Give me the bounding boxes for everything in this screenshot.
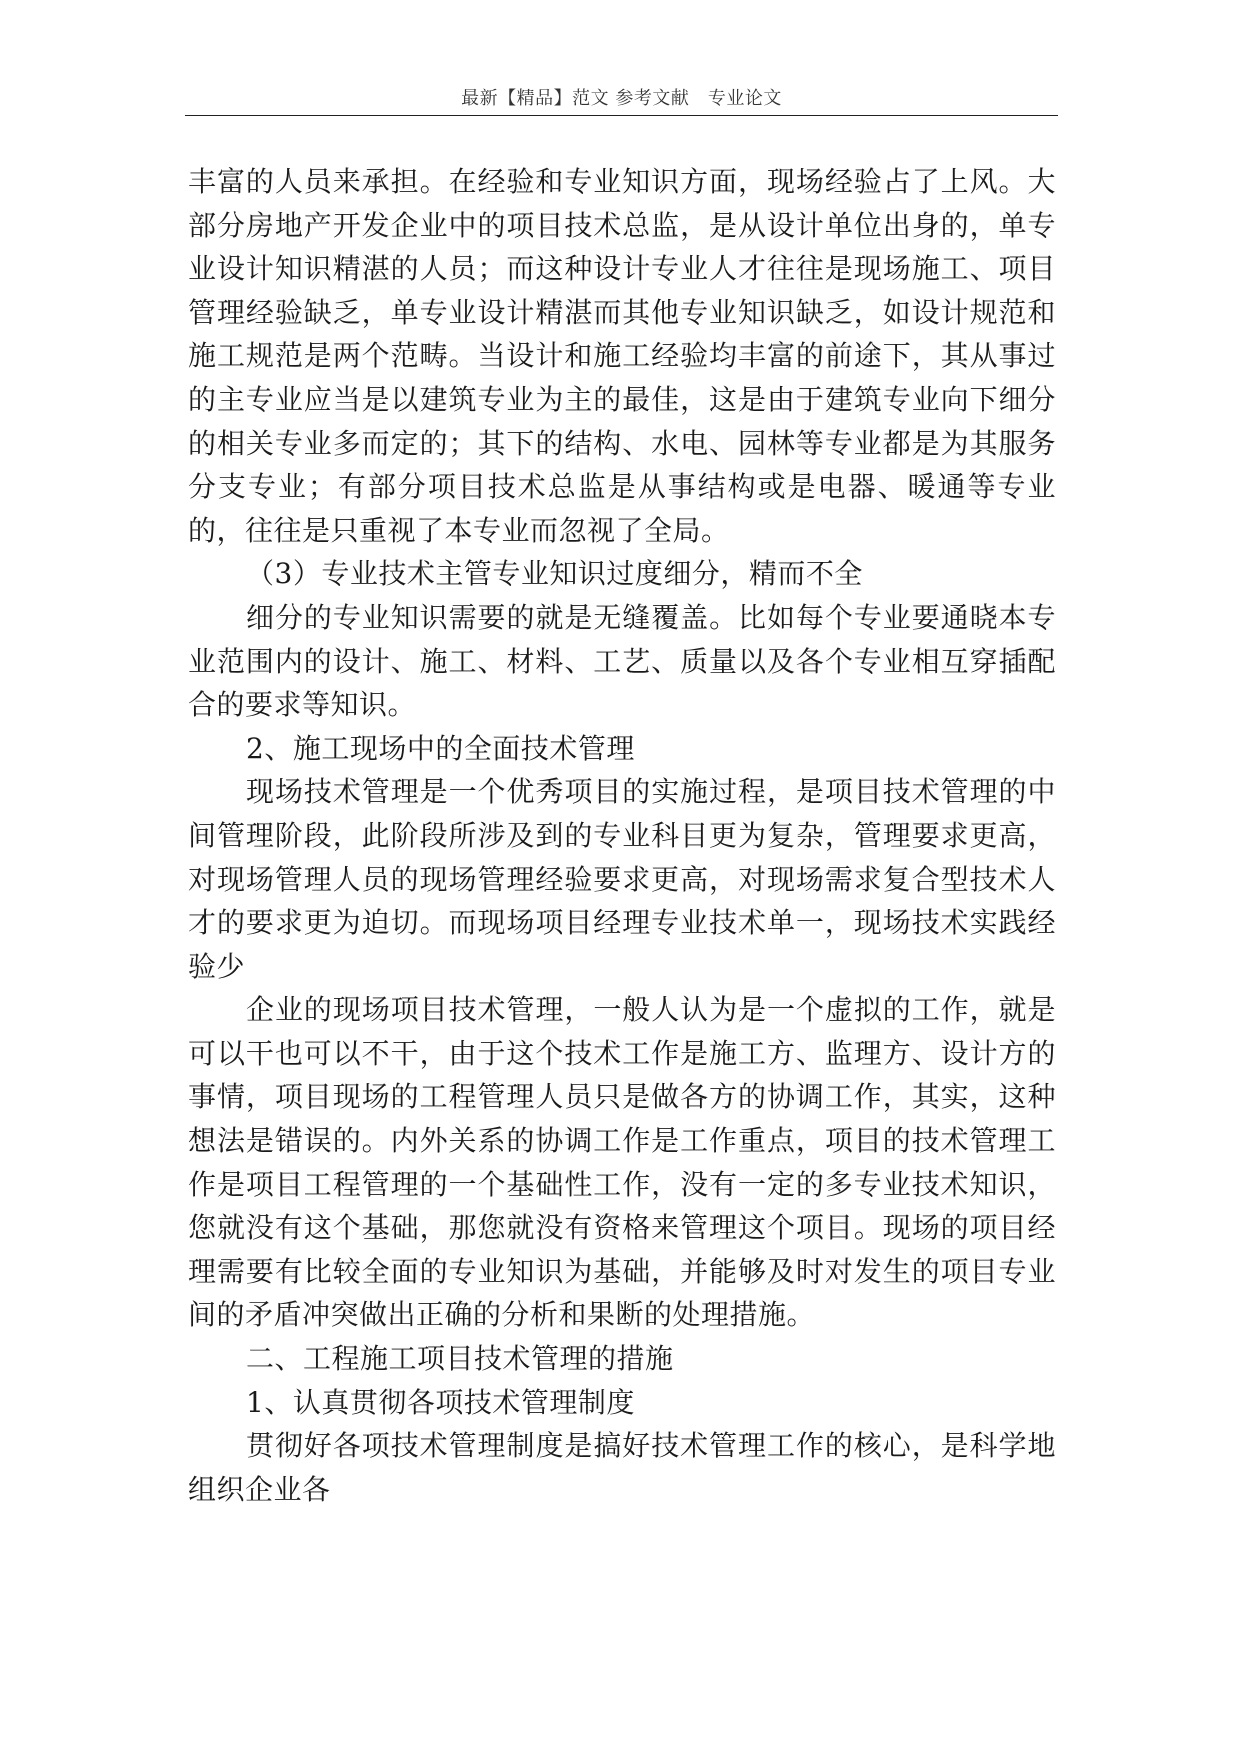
paragraph-continuation: 丰富的人员来承担。在经验和专业知识方面，现场经验占了上风。大部分房地产开发企业中的项目技术总监，是从设计单位出身的，单专业设计知识精湛的人员；而这种设计专业人才往往是现场施工、项目管理经验缺乏，单专业设计精湛而其他专业知识缺乏，如设计规范和施工规范是两个范畴。当设计和施工经验均丰富的前途下，其从事过的主专业应当是以建筑专业为主的最佳，这是由于建筑专业向下细分的相关专业多而定的；其下的结构、水电、园林等专业都是为其服务分支专业；有部分项目技术总监是从事结构或是电器、暖通等专业的，往往是只重视了本专业而忽视了全局。 [188, 165, 1056, 547]
paragraph-enterprise-management: 企业的现场项目技术管理，一般人认为是一个虚拟的工作，就是可以干也可以不干，由于这个技术工作是施工方、监理方、设计方的事情，项目现场的工程管理人员只是做各方的协调工作，其实，这种想法是错误的。内外关系的协调工作是工作重点，项目的技术管理工作是项目工程管理的一个基础性工作，没有一定的多专业技术知识，您就没有这个基础，那您就没有资格来管理这个项目。现场的项目经理需要有比较全面的专业知识为基础，并能够及时对发生的项目专业间的矛盾冲突做出正确的分析和果断的处理措施。 [188, 993, 1056, 1332]
document-body [188, 160, 1056, 1511]
section-heading-2: 2、施工现场中的全面技术管理 [246, 731, 635, 765]
page-header: 最新【精品】范文 参考文献 专业论文 [461, 88, 782, 109]
paragraph-implement-systems: 贯彻好各项技术管理制度是搞好技术管理工作的核心，是科学地组织企业各 [188, 1429, 1056, 1506]
header-divider [185, 115, 1058, 116]
chapter-heading-two: 二、工程施工项目技术管理的措施 [246, 1342, 674, 1376]
section-heading-1: 1、认真贯彻各项技术管理制度 [246, 1385, 635, 1419]
paragraph-knowledge-coverage: 细分的专业知识需要的就是无缝覆盖。比如每个专业要通晓本专业范围内的设计、施工、材料、工艺、质量以及各个专业相互穿插配合的要求等知识。 [188, 600, 1056, 722]
paragraph-site-management: 现场技术管理是一个优秀项目的实施过程，是项目技术管理的中间管理阶段，此阶段所涉及到的专业科目更为复杂，管理要求更高，对现场管理人员的现场管理经验要求更高，对现场需求复合型技术人才的要求更为迫切。而现场项目经理专业技术单一，现场技术实践经验少 [188, 775, 1056, 983]
subheading-3: （3）专业技术主管专业知识过度细分，精而不全 [246, 557, 863, 591]
